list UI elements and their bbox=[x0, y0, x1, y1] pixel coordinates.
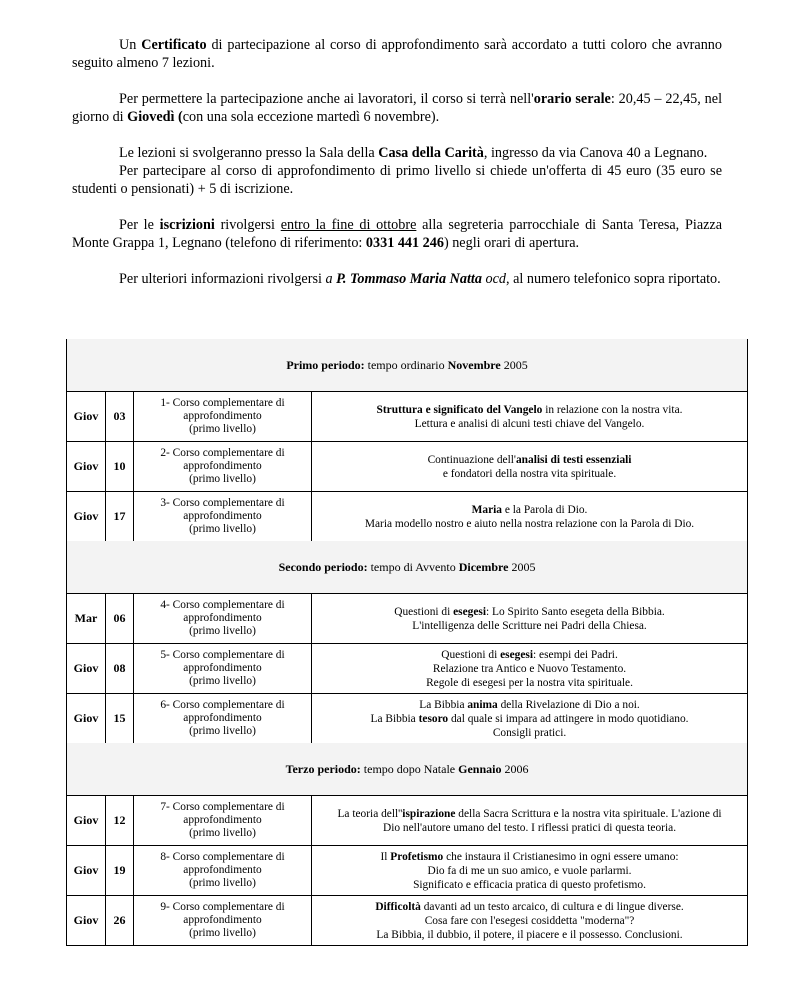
lesson-date: 10 bbox=[106, 442, 134, 492]
lesson-day: Giov bbox=[67, 442, 106, 492]
lesson-course: 1- Corso complementare di approfondimento (primo livello) bbox=[134, 392, 312, 442]
schedule-time-paragraph: Per permettere la partecipazione anche ai lavoratori, il corso si terrà nell'orario serale: 20,45 – 22,45, nel giorno di Giovedì (con una sola eccezione martedì 6 novembre). bbox=[72, 91, 723, 125]
lesson-description: Struttura e significato del Vangelo in relazione con la nostra vita. Lettura e analisi di alcuni testi chiave del Vangelo. bbox=[312, 392, 748, 442]
lesson-date: 19 bbox=[106, 846, 134, 896]
lesson-row bbox=[67, 896, 748, 946]
lesson-day: Giov bbox=[67, 392, 106, 442]
lesson-description: Il Profetismo che instaura il Cristianesimo in ogni essere umano: Dio fa di me un suo amico, e vuole parlarmi. Significato e efficacia pratica di questo profetismo. bbox=[312, 846, 748, 896]
lesson-day: Giov bbox=[67, 896, 106, 946]
location-paragraph: Le lezioni si svolgeranno presso la Sala della Casa della Carità, ingresso da via Canova 40 a Legnano. bbox=[119, 145, 708, 161]
lesson-row bbox=[67, 846, 748, 896]
lesson-course: 3- Corso complementare di approfondimento (primo livello) bbox=[134, 492, 312, 542]
lesson-course: 2- Corso complementare di approfondimento (primo livello) bbox=[134, 442, 312, 492]
lesson-course: 6- Corso complementare di approfondimento (primo livello) bbox=[134, 694, 312, 744]
lesson-row bbox=[67, 492, 748, 542]
lesson-row bbox=[67, 796, 748, 846]
lesson-date: 06 bbox=[106, 594, 134, 644]
period-header-1: Primo periodo: tempo ordinario Novembre 2005 bbox=[67, 339, 748, 392]
registration-paragraph: Per le iscrizioni rivolgersi entro la fine di ottobre alla segreteria parrocchiale di Santa Teresa, Piazza Monte Grappa 1, Legnano (telefono di riferimento: 0331 441 246) negli orari di apertura. bbox=[72, 217, 723, 251]
lesson-row bbox=[67, 694, 748, 744]
lesson-course: 7- Corso complementare di approfondimento (primo livello) bbox=[134, 796, 312, 846]
lesson-row bbox=[67, 594, 748, 644]
lesson-date: 08 bbox=[106, 644, 134, 694]
lesson-description: Questioni di esegesi: Lo Spirito Santo esegeta della Bibbia. L'intelligenza delle Scritture nei Padri della Chiesa. bbox=[312, 594, 748, 644]
lesson-description: Maria e la Parola di Dio. Maria modello nostro e aiuto nella nostra relazione con la Parola di Dio. bbox=[312, 492, 748, 542]
lesson-row bbox=[67, 392, 748, 442]
lesson-day: Mar bbox=[67, 594, 106, 644]
lesson-course: 8- Corso complementare di approfondimento (primo livello) bbox=[134, 846, 312, 896]
lesson-description: Difficoltà davanti ad un testo arcaico, di cultura e di lingue diverse. Cosa fare con l'esegesi cosiddetta "moderna"? La Bibbia, il dubbio, il potere, il piacere e il possesso. Conclusioni. bbox=[312, 896, 748, 946]
lesson-day: Giov bbox=[67, 694, 106, 744]
period-header-2: Secondo periodo: tempo di Avvento Dicembre 2005 bbox=[67, 541, 748, 594]
lesson-description: La teoria dell''ispirazione della Sacra Scrittura e la nostra vita spirituale. L'azione di Dio nell'autore umano del testo. I riflessi pratici di questa teoria. bbox=[312, 796, 748, 846]
lesson-date: 17 bbox=[106, 492, 134, 542]
lesson-description: Questioni di esegesi: esempi dei Padri. Relazione tra Antico e Nuovo Testamento. Regole di esegesi per la nostra vita spirituale. bbox=[312, 644, 748, 694]
lesson-day: Giov bbox=[67, 644, 106, 694]
lesson-course: 4- Corso complementare di approfondimento (primo livello) bbox=[134, 594, 312, 644]
certificate-paragraph: Un Certificato di partecipazione al corso di approfondimento sarà accordato a tutti coloro che avranno seguito almeno 7 lezioni. bbox=[72, 37, 722, 71]
lesson-row bbox=[67, 644, 748, 694]
lesson-date: 26 bbox=[106, 896, 134, 946]
lesson-course: 9- Corso complementare di approfondimento (primo livello) bbox=[134, 896, 312, 946]
contact-paragraph: Per ulteriori informazioni rivolgersi a P. Tommaso Maria Natta ocd, al numero telefonico sopra riportato. bbox=[119, 271, 721, 287]
course-schedule-table bbox=[66, 339, 748, 946]
lesson-day: Giov bbox=[67, 846, 106, 896]
fee-paragraph: Per partecipare al corso di approfondimento di primo livello si chiede un'offerta di 45 euro (35 euro se studenti o pensionati) + 5 di iscrizione. bbox=[72, 163, 722, 197]
lesson-date: 15 bbox=[106, 694, 134, 744]
lesson-date: 12 bbox=[106, 796, 134, 846]
lesson-course: 5- Corso complementare di approfondimento (primo livello) bbox=[134, 644, 312, 694]
lesson-date: 03 bbox=[106, 392, 134, 442]
lesson-description: La Bibbia anima della Rivelazione di Dio a noi. La Bibbia tesoro dal quale si impara ad attingere in modo quotidiano. Consigli pratici. bbox=[312, 694, 748, 744]
lesson-day: Giov bbox=[67, 492, 106, 542]
lesson-row bbox=[67, 442, 748, 492]
period-header-3: Terzo periodo: tempo dopo Natale Gennaio 2006 bbox=[67, 743, 748, 796]
lesson-description: Continuazione dell'analisi di testi essenziali e fondatori della nostra vita spirituale. bbox=[312, 442, 748, 492]
document-body bbox=[72, 36, 722, 288]
lesson-day: Giov bbox=[67, 796, 106, 846]
